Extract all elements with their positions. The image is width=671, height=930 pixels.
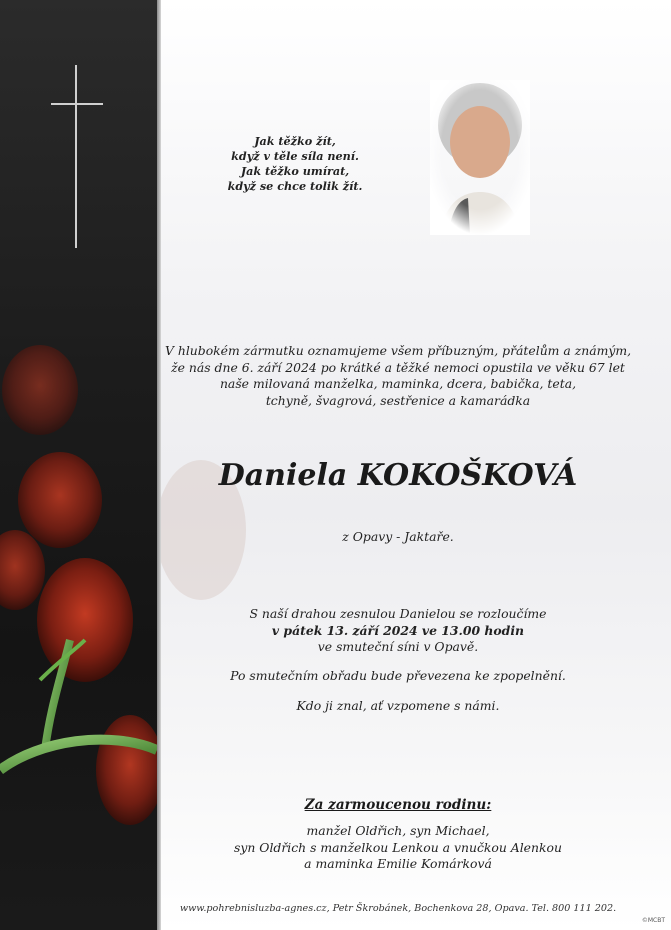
decorative-left-band [0, 0, 157, 930]
deceased-name: Daniela KOKOŠKOVÁ [218, 458, 578, 493]
announcement-line: V hlubokém zármutku oznamujeme všem příbuzným, přátelům a známým, [164, 343, 632, 358]
announcement-line: tchyně, švagrová, sestřenice a kamarádka [265, 392, 531, 408]
ceremony-line: S naší drahou zesnulou Danielou se rozloučíme [249, 606, 547, 621]
poem-line: když v těle síla není. [231, 149, 359, 163]
announcement-line: že nás dne 6. září 2024 po krátké a těžké nemoci opustila ve věku 67 let [171, 359, 625, 375]
ceremony-place: ve smuteční síni v Opavě. [317, 639, 479, 654]
poem-verse [200, 134, 390, 194]
cremation-note: Po smutečním obřadu bude převezena ke zpopelnění. [230, 668, 566, 683]
family-list [163, 823, 633, 873]
tulip-flowers-image [0, 330, 157, 930]
announcement-line: naše milovaná manželka, maminka, dcera, babička, teta, [219, 376, 577, 391]
remembrance-wish: Kdo ji znal, ať vzpomene s námi. [296, 698, 500, 713]
funeral-service-footer: www.pohrebnisluzba-agnes.cz, Petr Škrobánek, Bochenkova 28, Opava. Tel. 800 111 202. [179, 903, 617, 914]
family-line: manžel Oldřich, syn Michael, [306, 823, 490, 838]
origin-text: z Opavy - Jaktaře. [342, 529, 454, 544]
poem-line: když se chce tolik žít. [227, 179, 363, 193]
announcement-text [163, 343, 633, 409]
cross-icon [50, 65, 106, 250]
poem-line: Jak těžko žít, [254, 134, 336, 148]
poem-line: Jak těžko umírat, [240, 164, 350, 178]
family-line: syn Oldřich s manželkou Lenkou a vnučkou Alenkou [234, 839, 562, 855]
family-heading: Za zarmoucenou rodinu: [304, 797, 492, 813]
ceremony-date: v pátek 13. září 2024 ve 13.00 hodin [271, 622, 525, 638]
family-line: a maminka Emilie Komárková [304, 856, 492, 871]
ceremony-details [163, 606, 633, 656]
portrait-photo [430, 80, 530, 235]
copyright-mark: ©MCBT [641, 917, 665, 924]
